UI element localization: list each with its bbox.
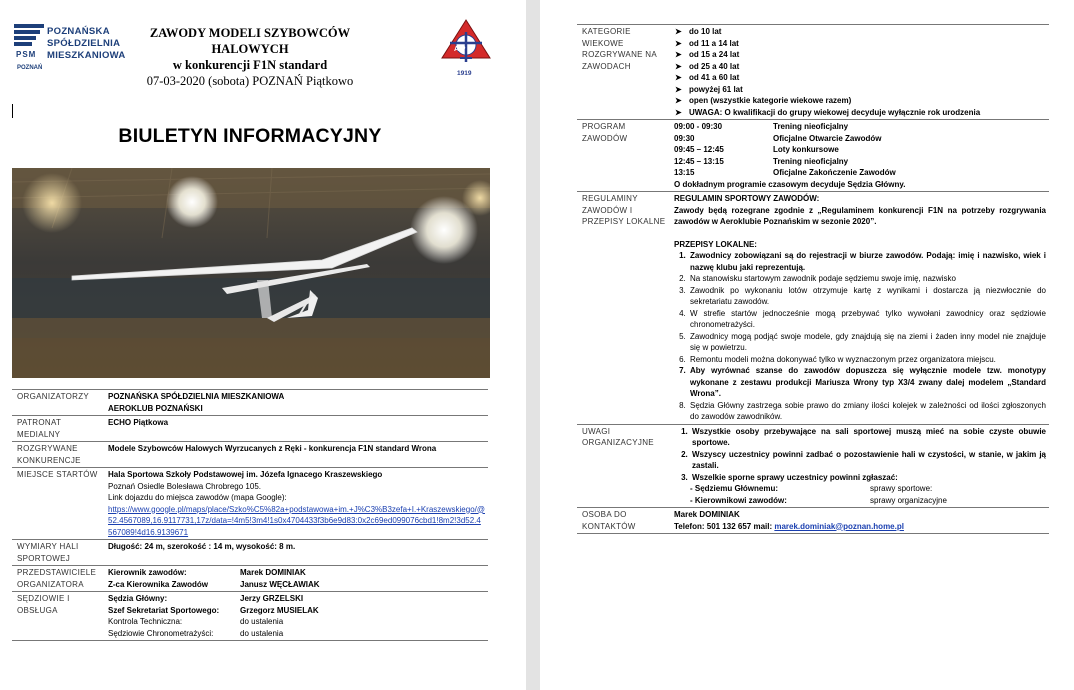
row-organizers: [12, 390, 488, 416]
local-rule-item: 8. Sędzia Główny zastrzega sobie prawo do zmiany ilości kolejek w zależności od ilości zgłoszonych do zawodów zawodników.: [688, 400, 1046, 423]
venue-address: Poznań Osiedle Bolesława Chrobrego 105.: [108, 481, 261, 491]
organizer-2: AEROKLUB POZNAŃSKI: [108, 403, 203, 413]
age-category-item: ➤ UWAGA: O kwalifikacji do grupy wiekowej decyduje wyłącznie rok urodzenia: [674, 107, 1046, 119]
note-sub-what: sprawy sportowe:: [870, 484, 933, 493]
value-rules: [671, 192, 1049, 425]
contact-phone: Telefon: 501 132 657 mail:: [674, 521, 773, 531]
judge-line: [108, 593, 485, 605]
label-program: PROGRAM ZAWODÓW: [582, 122, 628, 143]
psm-logo-line2: SPÓŁDZIELNIA: [47, 38, 121, 49]
info-table-right: [577, 24, 1049, 534]
aeroklub-logo-letters: A P: [454, 46, 466, 53]
judge-name: Jerzy GRZELSKI: [240, 594, 304, 603]
program-event: Loty konkursowe: [773, 145, 839, 154]
program-event: Trening nieoficjalny: [773, 122, 849, 131]
rep-line: [108, 567, 485, 579]
program-event: Oficjalne Otwarcie Zawodów: [773, 133, 882, 143]
judge-role: Szef Sekretariat Sportowego:: [108, 605, 220, 615]
label-venue: MIEJSCE STARTÓW: [17, 470, 98, 479]
row-dimensions: [12, 540, 488, 566]
value-age-categories: [671, 25, 1049, 120]
program-time: 12:45 – 13:15: [674, 156, 724, 166]
psm-logo-name: [47, 26, 126, 62]
note-sub-to: - Sędziemu Głównemu:: [690, 484, 779, 493]
note-sub-line: [674, 483, 1046, 495]
program-event: Oficjalne Zakończenie Zawodów: [773, 168, 896, 177]
event-date: 07-03-2020 (sobota) POZNAŃ Piątkowo: [146, 74, 354, 88]
local-rule-item: 1. Zawodnicy zobowiązani są do rejestracji w biurze zawodów. Podają: imię i nazwisko, wiek i nazwę klubu jaki reprezentują.: [688, 250, 1046, 273]
label-notes: UWAGI ORGANIZACYJNE: [582, 426, 654, 447]
local-rules-heading: PRZEPISY LOKALNE:: [674, 239, 757, 249]
local-rules-list: [674, 250, 1046, 423]
judge-line: [108, 605, 485, 617]
program-line: [674, 144, 1046, 156]
venue-map-link[interactable]: https://www.google.pl/maps/place/Szko%C5%82a+podstawowa+im.+J%C3%B3zefa+I.+Kraszewskiego/@52.4567089,16.9117731,17z/data=!4m5!3m4!1s0x4704433f3b6e9d83:0x2c69ed099076cbd1!8m2!3d52.4567089!4d16.9139671: [108, 504, 485, 537]
glider-photo: [12, 168, 490, 378]
row-program: [577, 120, 1049, 192]
value-dimensions: Długość: 24 m, szerokość : 14 m, wysokość: 8 m.: [108, 542, 296, 551]
local-rule-item: 2. Na stanowisku startowym zawodnik podaje sędziemu swoje imię, nazwisko: [688, 273, 1046, 285]
document-page-1: [0, 0, 526, 690]
row-contact: [577, 508, 1049, 534]
label-rules: REGULAMINY ZAWODÓW I PRZEPISY LOKALNE: [582, 194, 666, 226]
value-contact: [671, 508, 1049, 534]
program-event: Trening nieoficjalny: [773, 156, 849, 166]
age-category-item: ➤ od 11 a 14 lat: [674, 38, 1046, 50]
rep-name: Marek DOMINIAK: [240, 568, 306, 577]
notes-list: [674, 426, 1046, 484]
psm-logo: [14, 22, 129, 74]
program-line: [674, 156, 1046, 168]
judge-line: [108, 628, 485, 640]
program-line: [674, 121, 1046, 133]
label-organizers: ORGANIZATORZY: [17, 392, 90, 401]
program-line: [674, 133, 1046, 145]
aeroklub-logo-year: 1919: [457, 70, 472, 77]
note-item: 2. Wszyscy uczestnicy powinni zadbać o pozostawienie hali w czystości, w stanie, w jakim ją zastali.: [690, 449, 1046, 472]
program-time: 09:30: [674, 133, 695, 143]
program-time: 09:45 – 12:45: [674, 145, 724, 154]
value-competition: Modele Szybowców Halowych Wyrzucanych z Ręki - konkurencja F1N standard Wrona: [108, 444, 437, 453]
rules-text: Zawody będą rozegrane zgodnie z „Regulaminem konkurencji F1N na potrzeby rozgrywania zawodów w Aeroklubie Poznańskim w sezonie 2020”.: [674, 205, 1046, 226]
local-rule-item: 6. Remontu modeli można dokonywać tylko w wyznaczonym przez organizatora miejscu.: [688, 354, 1046, 366]
venue-name: Hala Sportowa Szkoły Podstawowej im. Józefa Ignacego Kraszewskiego: [108, 470, 383, 479]
organizer-1: POZNAŃSKA SPÓŁDZIELNIA MIESZKANIOWA: [108, 392, 285, 401]
value-representatives: [105, 566, 488, 592]
aeroklub-logo: [440, 18, 492, 80]
psm-logo-line3: MIESZKANIOWA: [47, 50, 126, 61]
event-title: ZAWODY MODELI SZYBOWCÓW HALOWYCH: [149, 26, 351, 56]
psm-logo-letters: PSM: [16, 50, 37, 59]
row-judges: [12, 592, 488, 641]
program-note: O dokładnym programie czasowym decyduje Sędzia Główny.: [674, 179, 906, 189]
note-sub-what: sprawy organizacyjne: [870, 495, 947, 505]
program-time: 09:00 - 09:30: [674, 122, 723, 131]
event-subtitle: w konkurencji F1N standard: [172, 58, 328, 72]
label-patron: PATRONAT MEDIALNY: [17, 418, 62, 439]
judge-role: Kontrola Techniczna:: [108, 617, 183, 626]
age-category-item: ➤ powyżej 61 lat: [674, 84, 1046, 96]
rules-heading: REGULAMIN SPORTOWY ZAWODÓW:: [674, 194, 820, 203]
row-age-categories: [577, 25, 1049, 120]
note-sub-to: - Kierownikowi zawodów:: [690, 495, 787, 505]
local-rule-item: 4. W strefie startów jednocześnie mogą przebywać tylko wywołani zawodnicy oraz sędziowie chronometrażyści.: [688, 308, 1046, 331]
value-venue: [105, 468, 488, 540]
judge-name: do ustalenia: [240, 628, 284, 638]
contact-line: [674, 521, 1046, 533]
judge-role: Sędziowie Chronometrażyści:: [108, 628, 214, 638]
judge-name: do ustalenia: [240, 617, 284, 626]
value-notes: [671, 424, 1049, 508]
contact-name: Marek DOMINIAK: [674, 510, 740, 519]
bulletin-title: BIULETYN INFORMACYJNY: [118, 125, 382, 147]
venue-link-label: Link dojazdu do miejsca zawodów (mapa Google):: [108, 493, 287, 502]
value-program: [671, 120, 1049, 192]
contact-email-link[interactable]: marek.dominiak@poznan.home.pl: [774, 521, 904, 531]
judge-name: Grzegorz MUSIELAK: [240, 605, 319, 615]
label-age-categories: KATEGORIE WIEKOWE ROZGRYWANE NA ZAWODACH: [582, 27, 657, 71]
text-cursor: [12, 104, 13, 118]
page-gap: [526, 0, 540, 690]
judge-line: [108, 616, 485, 628]
row-competition: [12, 442, 488, 468]
row-representatives: [12, 566, 488, 592]
label-judges: SĘDZIOWIE I OBSŁUGA: [17, 594, 70, 615]
value-patron: ECHO Piątkowa: [108, 418, 169, 427]
program-time: 13:15: [674, 168, 695, 177]
rep-role: Z-ca Kierownika Zawodów: [108, 579, 209, 589]
local-rule-item: 3. Zawodnik po wykonaniu lotów otrzymuje kartę z wynikami i dostarcza ją niezwłocznie do sekretariatu zawodów.: [688, 285, 1046, 308]
note-item: 3. Wszelkie sporne sprawy uczestnicy powinni zgłaszać:: [690, 472, 1046, 484]
judge-role: Sędzia Główny:: [108, 594, 168, 603]
value-judges: [105, 592, 488, 641]
row-rules: [577, 192, 1049, 425]
age-category-item: ➤ od 25 a 40 lat: [674, 61, 1046, 73]
age-category-item: ➤ od 15 a 24 lat: [674, 49, 1046, 61]
label-dimensions: WYMIARY HALI SPORTOWEJ: [17, 542, 79, 563]
program-line: [674, 167, 1046, 179]
note-item: 1. Wszystkie osoby przebywające na sali sportowej muszą mieć na sobie czyste obuwie sportowe.: [690, 426, 1046, 449]
note-sub-line: [674, 495, 1046, 507]
event-header: [120, 25, 380, 89]
label-contact: OSOBA DO KONTAKTÓW: [582, 510, 636, 531]
info-table-left: [12, 389, 488, 641]
age-category-item: ➤ do 10 lat: [674, 26, 1046, 38]
row-notes: [577, 424, 1049, 508]
label-representatives: PRZEDSTAWICIELE ORGANIZATORA: [17, 568, 97, 589]
row-venue: [12, 468, 488, 540]
local-rule-item: 7. Aby wyrównać szanse do zawodów dopuszcza się wyłącznie modele tzw. monotypy wykonane z zestawu produkcji Mariusza Wrony typ X3/4 zwany dalej modelem „Standard Wrona”.: [688, 365, 1046, 400]
local-rule-item: 5. Zawodnicy mogą podjąć swoje modele, gdy znajdują się na ziemi i żaden inny model nie znajduje się w powietrzu.: [688, 331, 1046, 354]
row-patron: [12, 416, 488, 442]
age-category-list: [674, 26, 1046, 118]
psm-logo-city: POZNAŃ: [17, 65, 43, 71]
age-category-item: ➤ od 41 a 60 lat: [674, 72, 1046, 84]
psm-logo-line1: POZNAŃSKA: [47, 26, 110, 37]
label-competition: ROZGRYWANE KONKURENCJE: [17, 444, 81, 465]
value-organizers: [105, 390, 488, 416]
rep-line: [108, 579, 485, 591]
age-category-item: ➤ open (wszystkie kategorie wiekowe razem): [674, 95, 1046, 107]
rep-role: Kierownik zawodów:: [108, 568, 187, 577]
rep-name: Janusz WĘCŁAWIAK: [240, 579, 320, 589]
